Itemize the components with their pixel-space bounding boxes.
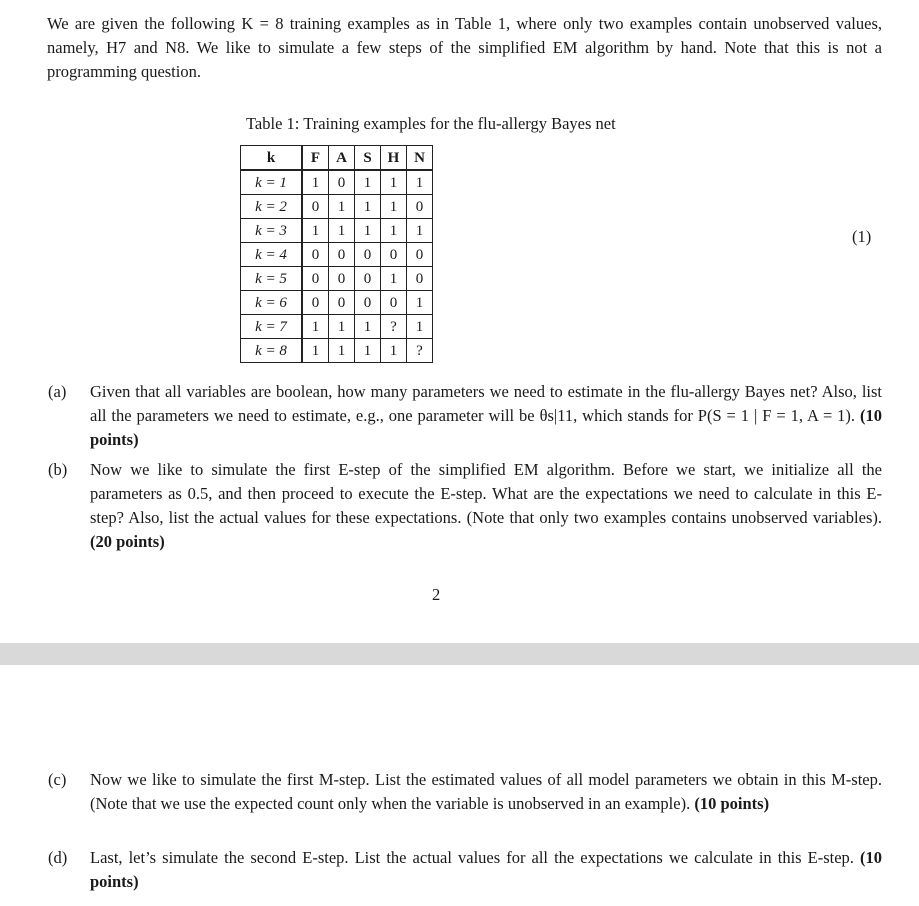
cell-k: k = 1 bbox=[241, 170, 303, 195]
question-d-points: (10 points) bbox=[90, 848, 882, 891]
cell: 0 bbox=[302, 195, 329, 219]
page-separator bbox=[0, 643, 919, 665]
header-f: F bbox=[302, 146, 329, 171]
table-caption: Table 1: Training examples for the flu-allergy Bayes net bbox=[246, 114, 616, 133]
question-c bbox=[48, 768, 882, 848]
cell: 1 bbox=[355, 339, 381, 363]
cell: 1 bbox=[355, 195, 381, 219]
question-b bbox=[48, 458, 882, 558]
table-header-row bbox=[241, 146, 433, 171]
cell: 1 bbox=[381, 219, 407, 243]
header-k: k bbox=[241, 146, 303, 171]
cell: 0 bbox=[302, 243, 329, 267]
cell-k: k = 3 bbox=[241, 219, 303, 243]
table-row bbox=[241, 243, 433, 267]
cell: 0 bbox=[407, 267, 433, 291]
question-b-points: (20 points) bbox=[90, 532, 165, 551]
header-n: N bbox=[407, 146, 433, 171]
intro-paragraph: We are given the following K = 8 training examples as in Table 1, where only two examples contain unobserved values, namely, H7 and N8. We like to simulate a few steps of the simplified EM algorithm by hand. Note that this is not a programming question. bbox=[47, 14, 882, 81]
cell: 1 bbox=[329, 315, 355, 339]
cell: 0 bbox=[407, 195, 433, 219]
cell: 1 bbox=[381, 267, 407, 291]
cell: 0 bbox=[329, 170, 355, 195]
question-b-label: (b) bbox=[48, 460, 68, 479]
cell-k: k = 5 bbox=[241, 267, 303, 291]
cell: 1 bbox=[302, 339, 329, 363]
cell: 0 bbox=[355, 243, 381, 267]
cell: 1 bbox=[407, 291, 433, 315]
cell: 1 bbox=[329, 195, 355, 219]
cell: 1 bbox=[355, 170, 381, 195]
cell: ? bbox=[381, 315, 407, 339]
table-row bbox=[241, 195, 433, 219]
question-a-text: Given that all variables are boolean, how many parameters we need to estimate in the flu-allergy Bayes net? Also, list all the parameters we need to estimate, e.g., one parameter will be θs|11, which stands for P(S = 1 | F = 1, A = 1). bbox=[90, 382, 882, 425]
question-d-label: (d) bbox=[48, 848, 68, 867]
cell: 1 bbox=[381, 195, 407, 219]
equation-number: (1) bbox=[852, 227, 872, 246]
table-row bbox=[241, 291, 433, 315]
cell: 0 bbox=[329, 291, 355, 315]
cell: ? bbox=[407, 339, 433, 363]
question-c-points: (10 points) bbox=[694, 794, 770, 813]
cell: 1 bbox=[381, 339, 407, 363]
cell: 0 bbox=[302, 291, 329, 315]
cell: 0 bbox=[329, 267, 355, 291]
cell: 1 bbox=[302, 315, 329, 339]
cell: 0 bbox=[381, 291, 407, 315]
cell: 0 bbox=[381, 243, 407, 267]
cell: 1 bbox=[302, 170, 329, 195]
cell: 1 bbox=[355, 315, 381, 339]
page-number: 2 bbox=[432, 585, 441, 604]
cell: 1 bbox=[407, 170, 433, 195]
training-examples-table bbox=[240, 145, 433, 363]
header-h: H bbox=[381, 146, 407, 171]
cell: 0 bbox=[329, 243, 355, 267]
cell: 0 bbox=[355, 291, 381, 315]
cell: 0 bbox=[302, 267, 329, 291]
table-row bbox=[241, 315, 433, 339]
table-row bbox=[241, 267, 433, 291]
question-a-label: (a) bbox=[48, 382, 67, 401]
cell: 1 bbox=[355, 219, 381, 243]
table-row bbox=[241, 339, 433, 363]
question-a-points: (10 points) bbox=[90, 406, 883, 449]
question-a bbox=[48, 380, 882, 460]
cell: 1 bbox=[381, 170, 407, 195]
cell-k: k = 4 bbox=[241, 243, 303, 267]
question-c-label: (c) bbox=[48, 770, 67, 789]
cell: 1 bbox=[302, 219, 329, 243]
cell-k: k = 7 bbox=[241, 315, 303, 339]
question-d-text: Last, let’s simulate the second E-step. List the actual values for all the expectations we calculate in this E-step. bbox=[90, 848, 854, 867]
table-row bbox=[241, 219, 433, 243]
cell-k: k = 2 bbox=[241, 195, 303, 219]
question-d bbox=[48, 846, 882, 906]
table-row bbox=[241, 170, 433, 195]
question-b-text: Now we like to simulate the first E-step of the simplified EM algorithm. Before we start, we initialize all the parameters as 0.5, and then proceed to execute the E-step. What are the expectations we need to calculate in this E-step? Also, list the actual values for these expectations. (Note that only two examples contains unobserved variables). bbox=[90, 460, 882, 527]
cell: 1 bbox=[329, 339, 355, 363]
question-c-text: Now we like to simulate the first M-step. List the estimated values of all model parameters we obtain in this M-step. (Note that we use the expected count only when the variable is unobserved in an example). bbox=[90, 770, 882, 813]
cell: 1 bbox=[407, 219, 433, 243]
cell: 1 bbox=[407, 315, 433, 339]
cell: 0 bbox=[407, 243, 433, 267]
cell-k: k = 6 bbox=[241, 291, 303, 315]
cell: 0 bbox=[355, 267, 381, 291]
header-a: A bbox=[329, 146, 355, 171]
cell: 1 bbox=[329, 219, 355, 243]
header-s: S bbox=[355, 146, 381, 171]
cell-k: k = 8 bbox=[241, 339, 303, 363]
